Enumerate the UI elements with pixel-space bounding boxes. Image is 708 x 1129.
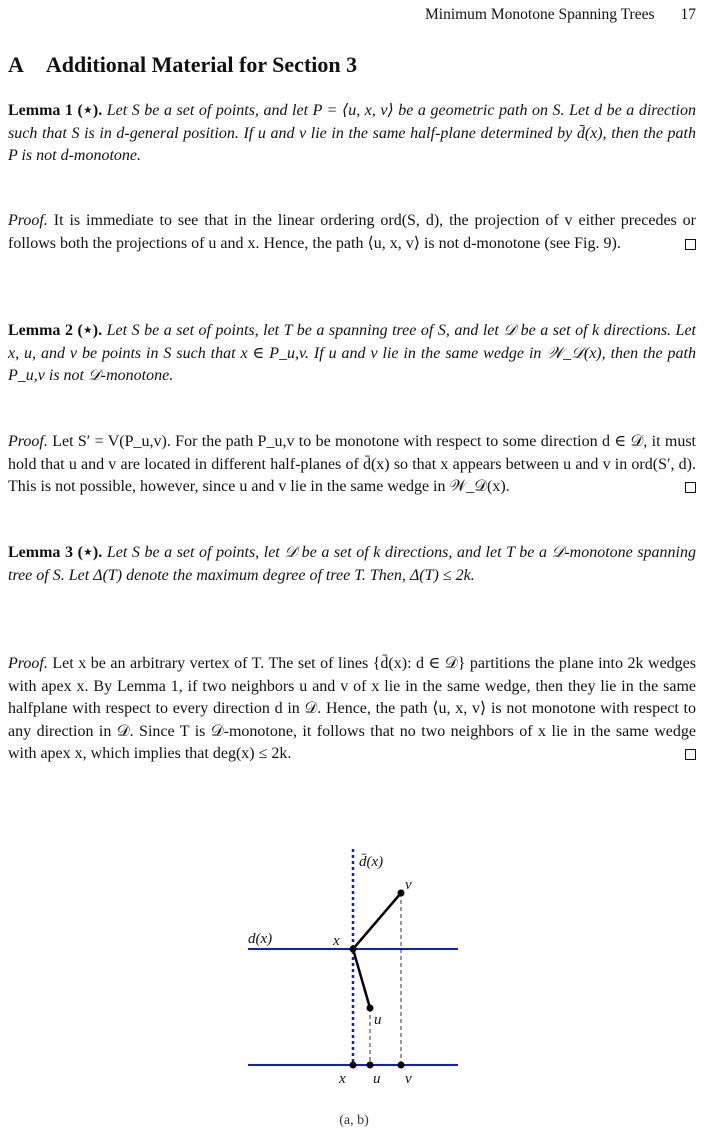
edge-xv — [353, 893, 401, 949]
projection-point-u — [367, 1062, 374, 1069]
proof-2 — [8, 431, 696, 499]
proof-3-body: Let x be an arbitrary vertex of T. The set of lines {d̄(x): d ∈ 𝒟} partitions the plane into 2k wedges with apex x. By Lemma 1, if two neighbors u and v of x lie in the same wedge, then they lie in the same halfplane with respect to every direction d in 𝒟. Hence, the path ⟨u, x, v⟩ is not monotone with respect to any direction in 𝒟. Since T is 𝒟-monotone, it follows that no two neighbors of x lie in the same wedge with apex x, which implies that deg(x) ≤ 2k. — [8, 655, 696, 762]
proof-2-head: Proof. — [8, 433, 48, 450]
edge-xu — [353, 949, 370, 1008]
lemma-3 — [8, 542, 696, 587]
proof-1-body: It is immediate to see that in the linear ordering ord(S, d), the projection of v either precedes or follows both the projections of u and x. Hence, the path ⟨u, x, v⟩ is not d-monotone (see Fig. 9). — [8, 212, 697, 252]
proof-1 — [8, 210, 696, 255]
label-dx: d(x) — [248, 931, 273, 947]
proof-2-body: Let S′ = V(P_u,v). For the path P_u,v to be monotone with respect to some direction d ∈ 𝒟, it must hold that u and v are located in different half-planes of d̄(x) so that x appears between u and v in ord(S′, d). This is not possible, however, since u and v lie in the same wedge in 𝒲_𝒟(x). — [8, 433, 697, 495]
qed-symbol — [685, 239, 696, 250]
label-x-bot: x — [339, 1071, 346, 1087]
lemma-1-body: Let S be a set of points, and let P = ⟨u, x, v⟩ be a geometric path on S. Let d be a direction such that S is in d-general position. If u and v lie in the same half-plane determined by d̄(x), then the path P is not d-monotone. — [8, 102, 697, 164]
label-v-top: v — [405, 877, 412, 893]
running-title: Minimum Monotone Spanning Trees — [424, 6, 655, 23]
vertex-u — [367, 1005, 374, 1012]
qed-symbol — [685, 482, 696, 493]
proof-1-head: Proof. — [8, 212, 48, 229]
projection-point-x — [350, 1062, 357, 1069]
figure-caption-fragment: (a, b) — [339, 1113, 369, 1128]
proof-3 — [8, 653, 696, 766]
figure-9 — [230, 843, 480, 1125]
section-title-text: Additional Material for Section 3 — [45, 52, 358, 77]
lemma-3-body: Let S be a set of points, let 𝒟 be a set of k directions, and let T be a 𝒟-monotone spanning tree of S. Let Δ(T) denote the maximum degree of tree T. Then, Δ(T) ≤ 2k. — [8, 544, 696, 584]
vertex-x — [350, 946, 357, 953]
lemma-3-head: Lemma 3 (⋆). — [8, 544, 103, 561]
lemma-2-head: Lemma 2 (⋆). — [8, 322, 103, 339]
lemma-2-body: Let S be a set of points, let T be a spanning tree of S, and let 𝒟 be a set of k directions. Let x, u, and v be points in S such that x ∈ P_u,v. If u and v lie in the same wedge in 𝒲_𝒟(x), then the path P_u,v is not 𝒟-monotone. — [8, 322, 696, 384]
label-v-bot: v — [405, 1071, 412, 1087]
label-x-mid: x — [333, 933, 340, 949]
label-u-bot: u — [373, 1071, 381, 1087]
section-title — [8, 52, 357, 78]
label-u-mid: u — [374, 1012, 382, 1028]
lemma-1 — [8, 100, 696, 168]
label-dbar: d̄(x) — [359, 854, 384, 870]
lemma-2 — [8, 320, 696, 388]
lemma-1-head: Lemma 1 (⋆). — [8, 102, 103, 119]
vertex-v — [398, 890, 405, 897]
proof-3-head: Proof. — [8, 655, 48, 672]
running-head — [425, 6, 696, 24]
page-number: 17 — [680, 6, 696, 23]
figure-svg — [230, 843, 480, 1093]
projection-point-v — [398, 1062, 405, 1069]
section-number: A — [8, 52, 24, 77]
qed-symbol — [685, 749, 696, 760]
